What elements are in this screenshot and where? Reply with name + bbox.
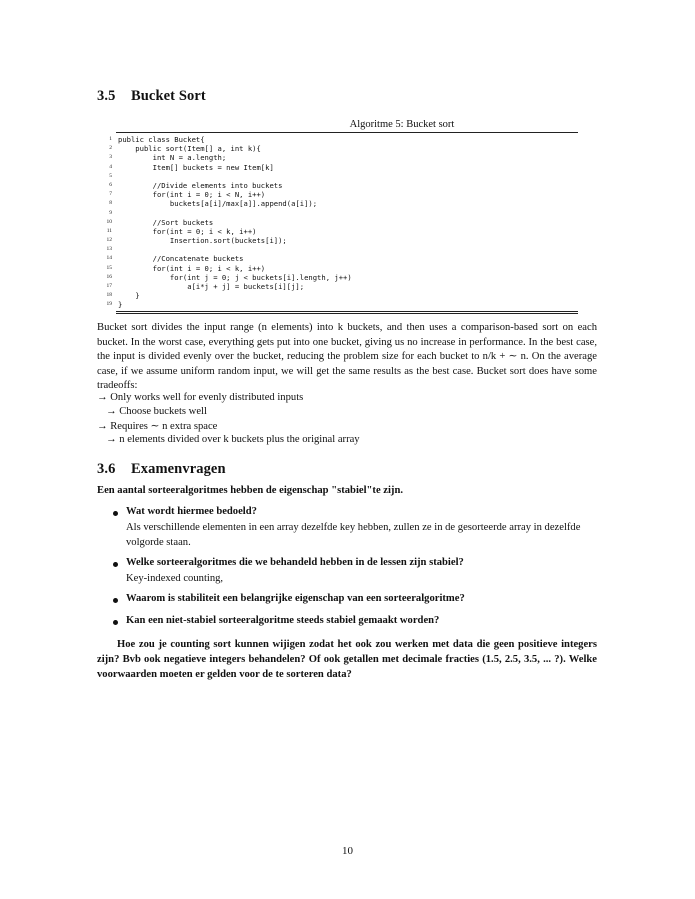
code-line <box>106 282 578 291</box>
line-number: 10 <box>106 218 112 225</box>
section-number: 3.6 <box>97 461 116 477</box>
tradeoff-line: → Choose buckets well <box>106 406 207 417</box>
line-number: 19 <box>106 301 112 308</box>
section-number: 3.5 <box>97 88 116 104</box>
code-text: a[i*j + j] = buckets[i][j]; <box>118 282 305 291</box>
code-text: for(int i = 0; i < k, i++) <box>118 263 266 273</box>
code-line <box>109 190 578 200</box>
algorithm-caption: Algoritme 5: Bucket sort <box>349 119 455 130</box>
questions-intro: Een aantal sorteeralgoritmes hebben de eigenschap "stabiel"te zijn. <box>97 485 404 496</box>
code-text: //Divide elements into buckets <box>118 180 283 190</box>
line-number: 7 <box>109 191 112 198</box>
question-title: Welke sorteeralgoritmes die we behandeld hebben in de lessen zijn stabiel? <box>126 557 464 568</box>
line-number: 17 <box>106 283 112 289</box>
code-text: } <box>118 300 123 310</box>
section-title: Bucket Sort <box>131 88 206 104</box>
code-line <box>106 254 578 264</box>
line-number: 15 <box>106 264 112 271</box>
bullet-icon <box>113 511 118 516</box>
line-number: 11 <box>106 227 112 234</box>
code-line <box>106 272 578 282</box>
algorithm-bottom-rule <box>116 311 578 312</box>
line-number: 18 <box>106 292 112 299</box>
code-text: buckets[a[i]/max[a]].append(a[i]); <box>118 199 318 209</box>
code-line <box>106 217 578 227</box>
code-line <box>106 226 578 236</box>
question-title: Wat wordt hiermee bedoeld? <box>126 506 257 517</box>
line-number: 12 <box>106 237 112 244</box>
section-title: Examenvragen <box>131 461 226 477</box>
question-answer: Key-indexed counting, <box>126 573 224 584</box>
line-number: 9 <box>109 209 112 216</box>
code-line <box>106 236 578 246</box>
code-text: //Concatenate buckets <box>118 254 244 264</box>
code-line <box>109 172 578 181</box>
question-title: Waarom is stabiliteit een belangrijke eigenschap van een sorteeralgoritme? <box>126 593 465 604</box>
code-line <box>109 209 578 218</box>
code-line <box>109 144 578 154</box>
line-number: 5 <box>109 172 112 179</box>
line-number: 6 <box>109 181 112 188</box>
tradeoff-line: → Requires ∼ n extra space <box>97 421 218 432</box>
tradeoff-line: → n elements divided over k buckets plus the original array <box>106 434 360 445</box>
line-number: 16 <box>106 273 112 280</box>
bullet-icon <box>113 620 118 625</box>
question-answer: Als verschillende elementen in een array dezelfde key hebben, zullen ze in de gesorteerde array in dezelfde volgorde staan. <box>126 522 581 548</box>
line-number: 1 <box>109 136 112 142</box>
code-text: int N = a.length; <box>118 153 227 163</box>
code-text: } <box>118 291 140 301</box>
code-text: public class Bucket{ <box>118 135 205 144</box>
code-line <box>106 263 578 273</box>
code-line <box>109 180 578 190</box>
algorithm-block <box>106 117 578 314</box>
line-number: 4 <box>109 163 112 170</box>
line-number: 8 <box>109 200 112 207</box>
bullet-icon <box>113 598 118 603</box>
page-number: 10 <box>342 845 353 857</box>
tradeoff-line: → Only works well for evenly distributed inputs <box>97 392 304 403</box>
bullet-icon <box>113 562 118 567</box>
line-number: 14 <box>106 255 112 262</box>
code-line <box>106 245 578 254</box>
code-line <box>106 300 578 310</box>
section-heading-examenvragen <box>97 461 226 478</box>
code-line <box>109 162 578 172</box>
code-line <box>109 135 578 144</box>
line-number: 3 <box>109 154 112 161</box>
code-text: for(int = 0; i < k, i++) <box>118 226 257 236</box>
question-title: Kan een niet-stabiel sorteeralgoritme steeds stabiel gemaakt worden? <box>126 615 440 626</box>
algorithm-bottom-rule-2 <box>116 313 578 314</box>
code-text: //Sort buckets <box>118 217 214 227</box>
counting-sort-question-paragraph: Hoe zou je counting sort kunnen wijigen zodat het ook zou werken met data die geen positieve integers zijn? Bvb ook negatieve integers behandelen? Of ook getallen met decimale fracties (1.5, 2.5, 3.5, ... ?). Welke voorwaarden moeten er gelden voor de te sorteren data? <box>97 639 597 681</box>
line-number: 2 <box>109 145 112 152</box>
code-text: Item[] buckets = new Item[k] <box>118 162 274 172</box>
section-heading-bucket-sort <box>97 88 206 105</box>
code-text: for(int i = 0; i < N, i++) <box>118 190 266 200</box>
code-listing <box>106 133 578 311</box>
line-number: 13 <box>106 246 112 253</box>
code-text: public sort(Item[] a, int k){ <box>118 144 261 154</box>
code-line <box>106 291 578 301</box>
code-line <box>109 153 578 163</box>
code-text: for(int j = 0; j < buckets[i].length, j++) <box>118 272 352 282</box>
bucket-sort-paragraph: Bucket sort divides the input range (n elements) into k buckets, and then uses a comparison-based sort on each bucket. In the worst case, everything gets put into one bucket, giving us no increase in performance. In the best case, the input is divided evenly over the bucket, reducing the problem size for each bucket to n/k + ∼ n. On the average case, if we assume uniform random input, we will get the same results as the best case. Bucket sort does have some tradeoffs: <box>97 322 597 392</box>
code-line <box>109 199 578 209</box>
code-text: Insertion.sort(buckets[i]); <box>118 236 287 246</box>
